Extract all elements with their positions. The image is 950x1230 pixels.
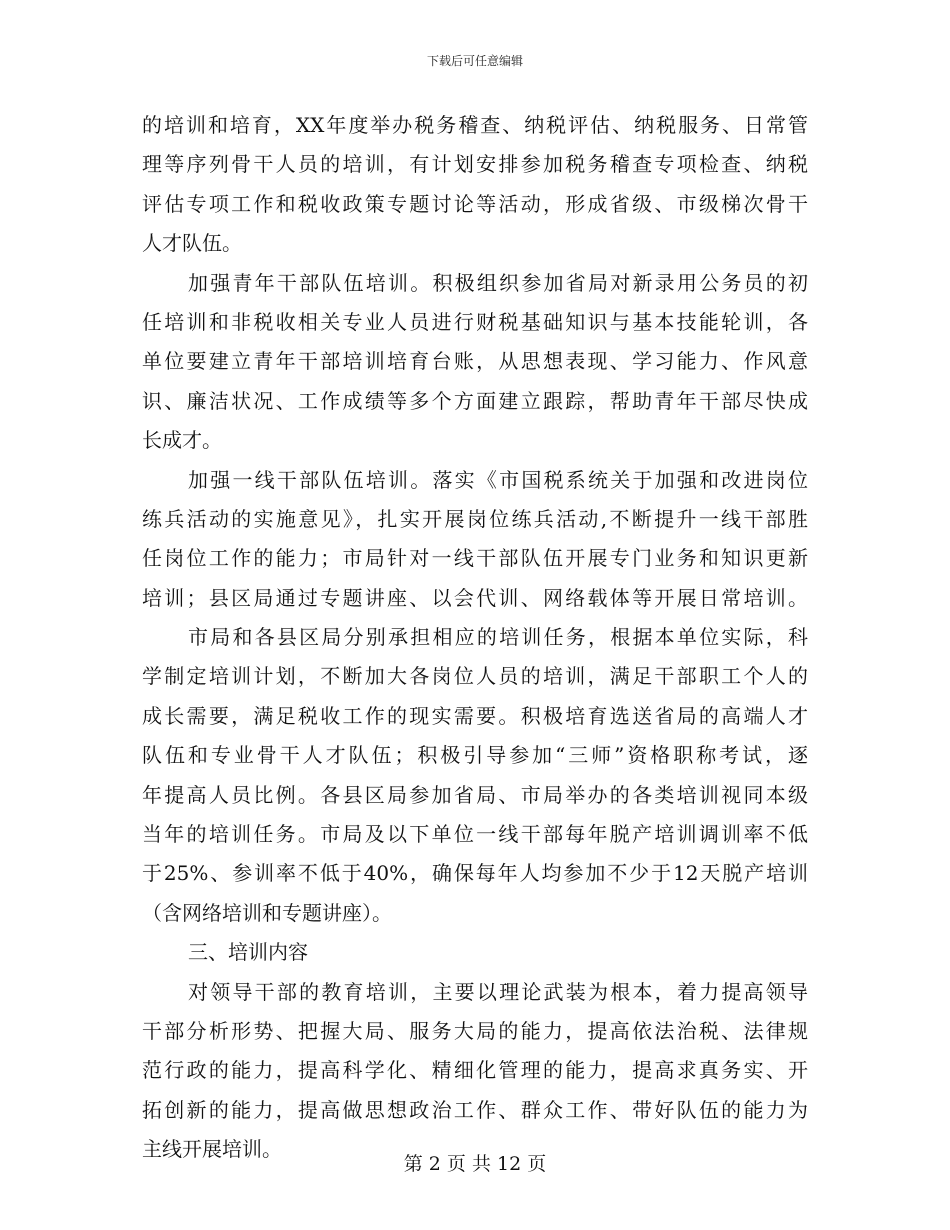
text-line: 于25%、参训率不低于40%，确保每年人均参加不少于12天脱产培训 xyxy=(142,861,808,886)
text-line: 加强一线干部队伍培训。落实《市国税系统关于加强和改进岗位 xyxy=(188,467,808,492)
page-number: 第 2 页 共 12 页 xyxy=(403,1153,547,1175)
text-line: 任培训和非税收相关专业人员进行财税基础知识与基本技能轮训，各 xyxy=(142,309,808,334)
text-line: 当年的培训任务。市局及以下单位一线干部每年脱产培训调训率不低 xyxy=(142,822,808,847)
text-line: 加强青年干部队伍培训。积极组织参加省局对新录用公务员的初 xyxy=(188,270,808,295)
text-line: 市局和各县区局分别承担相应的培训任务，根据本单位实际，科 xyxy=(188,625,808,650)
text-line: 学制定培训计划，不断加大各岗位人员的培训，满足干部职工个人的 xyxy=(142,664,808,689)
text-line: （含网络培训和专题讲座）。 xyxy=(142,900,392,925)
text-line: 人才队伍。 xyxy=(142,231,242,256)
text-line: 长成才。 xyxy=(142,428,222,453)
text-line: 范行政的能力，提高科学化、精细化管理的能力，提高求真务实、开 xyxy=(142,1058,808,1083)
text-line: 单位要建立青年干部培训培育台账，从思想表现、学习能力、作风意 xyxy=(142,349,808,374)
text-line: 任岗位工作的能力；市局针对一线干部队伍开展专门业务和知识更新 xyxy=(142,546,808,571)
text-line: 的培训和培育，XX年度举办税务稽查、纳税评估、纳税服务、日常管 xyxy=(142,113,808,137)
section-heading: 三、培训内容 xyxy=(188,940,308,965)
text-line: 对领导干部的教育培训，主要以理论武装为根本，着力提高领导 xyxy=(188,979,808,1004)
text-line: 评估专项工作和税收政策专题讨论等活动，形成省级、市级梯次骨干 xyxy=(142,191,808,216)
page-header: 下载后可任意编辑 xyxy=(426,54,523,68)
text-line: 队伍和专业骨干人才队伍；积极引导参加“三师”资格职称考试，逐 xyxy=(142,743,808,768)
text-line: 理等序列骨干人员的培训，有计划安排参加税务稽查专项检查、纳税 xyxy=(142,152,808,177)
text-line: 成长需要，满足税收工作的现实需要。积极培育选送省局的高端人才 xyxy=(142,703,808,728)
text-line: 年提高人员比例。各县区局参加省局、市局举办的各类培训视同本级 xyxy=(142,782,808,807)
text-line: 干部分析形势、把握大局、服务大局的能力，提高依法治税、法律规 xyxy=(142,1018,808,1043)
text-line: 主线开展培训。 xyxy=(142,1137,282,1162)
text-line: 培训；县区局通过专题讲座、以会代训、网络载体等开展日常培训。 xyxy=(142,585,808,610)
document-body xyxy=(142,106,808,1170)
text-line: 拓创新的能力，提高做思想政治工作、群众工作、带好队伍的能力为 xyxy=(142,1097,808,1122)
text-line: 识、廉洁状况、工作成绩等多个方面建立跟踪，帮助青年干部尽快成 xyxy=(142,388,808,413)
text-line: 练兵活动的实施意见》，扎实开展岗位练兵活动,不断提升一线干部胜 xyxy=(142,506,808,531)
